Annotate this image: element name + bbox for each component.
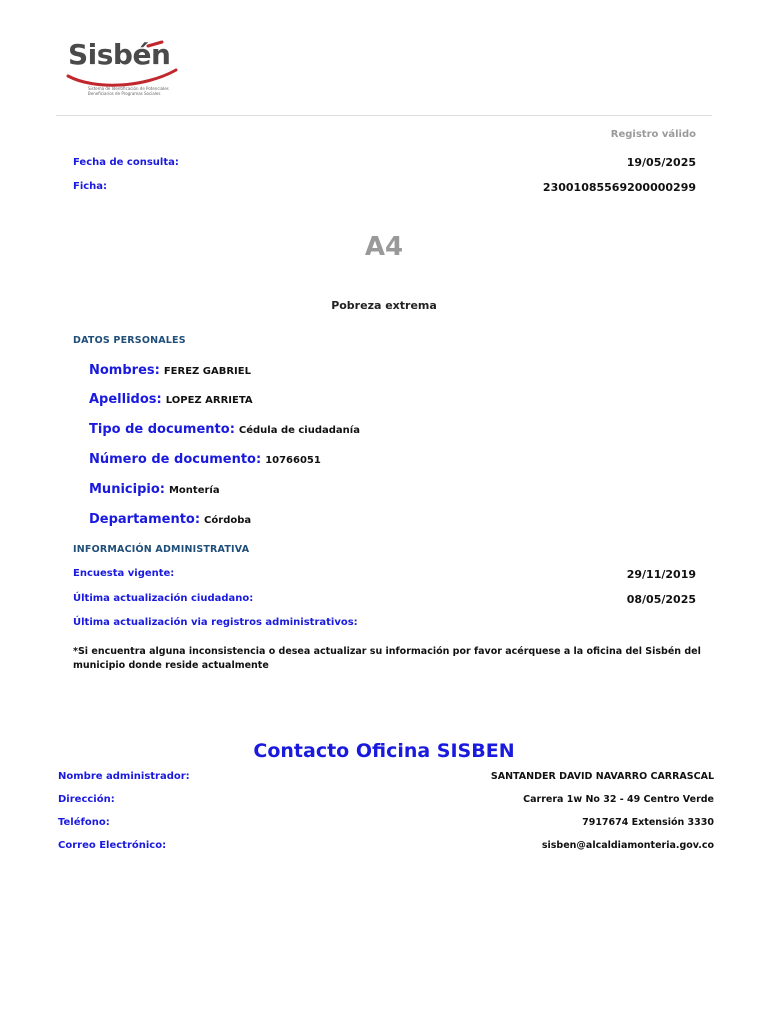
personal-value: Córdoba [204,515,252,526]
personal-label: Número de documento: [89,452,262,467]
nombre-administrador-value: SANTANDER DAVID NAVARRO CARRASCAL [490,771,714,782]
personal-value: Montería [168,485,220,496]
personal-label: Apellidos: [89,392,162,407]
personal-row-apellidos [89,388,253,407]
personal-label: Municipio: [89,482,165,497]
personal-row-nombres [89,359,251,378]
contacto-title: Contacto Oficina SISBEN [253,740,515,762]
actualizacion-ciudadano-label: Última actualización ciudadano: [73,593,254,604]
nombre-administrador-label: Nombre administrador: [58,771,190,782]
personal-value: FEREZ GABRIEL [163,366,251,377]
fecha-consulta-label: Fecha de consulta: [73,157,179,168]
correo-label: Correo Electrónico: [58,840,167,851]
logo-wordmark: Sisbén [68,38,171,71]
personal-label: Tipo de documento: [89,422,235,437]
actualizacion-registros-label: Última actualización via registros administrativos: [73,617,358,628]
nota-inconsistencia: *Si encuentra alguna inconsistencia o desea actualizar su información por favor acérquese a la oficina del Sisbén del municipio donde reside actualmente [73,646,701,671]
personal-label: Nombres: [89,363,160,378]
registro-status: Registro válido [610,129,696,140]
telefono-label: Teléfono: [58,817,110,828]
encuesta-vigente-value: 29/11/2019 [626,568,696,581]
encuesta-vigente-label: Encuesta vigente: [73,568,175,579]
personal-row-municipio [89,478,220,497]
header-divider [56,115,712,116]
correo-value: sisben@alcaldiamonteria.gov.co [541,840,714,851]
grupo-sisben: A4 [364,232,404,262]
personal-label: Departamento: [89,512,201,527]
personal-value: 10766051 [265,455,321,466]
fecha-consulta-value: 19/05/2025 [626,156,696,169]
logo-subtitle: Sistema de Identificación de Potenciales Beneficiarios de Programas Sociales [88,86,169,96]
ficha-label: Ficha: [73,181,108,192]
personal-value: Cédula de ciudadanía [238,425,360,436]
clasificacion: Pobreza extrema [331,299,437,312]
datos-personales-title: DATOS PERSONALES [73,335,186,346]
actualizacion-ciudadano-value: 08/05/2025 [626,593,696,606]
sisben-logo [54,26,188,106]
informacion-administrativa-title: INFORMACIÓN ADMINISTRATIVA [73,544,250,555]
personal-value: LOPEZ ARRIETA [165,395,253,406]
personal-row-departamento [89,508,251,527]
direccion-label: Dirección: [58,794,115,805]
ficha-value: 23001085569200000299 [542,181,696,194]
personal-row-tipo-documento [89,418,360,437]
telefono-value: 7917674 Extensión 3330 [582,817,714,828]
personal-row-numero-documento [89,448,321,467]
direccion-value: Carrera 1w No 32 - 49 Centro Verde [523,794,714,805]
